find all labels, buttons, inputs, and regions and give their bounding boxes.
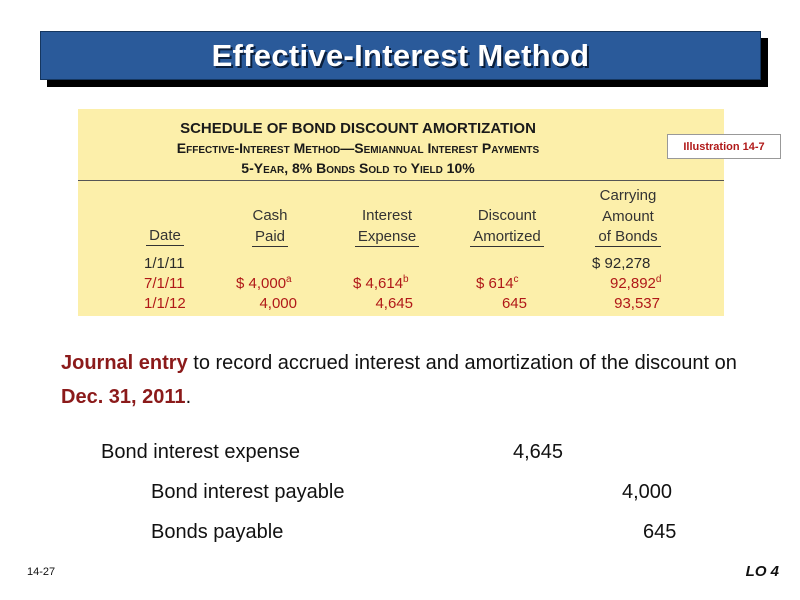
row2-date: 7/1/11 [144,275,185,292]
learning-objective: LO 4 [745,563,779,580]
row3-cash: 4,000 [259,295,297,312]
row3-discount: 645 [501,295,527,312]
journal-account-3: Bonds payable [151,521,284,543]
row3-date: 1/1/12 [144,295,186,312]
row3-carrying: 93,537 [614,295,660,312]
row3-interest: 4,645 [375,295,413,312]
journal-entry-label: Journal entry [61,352,188,374]
row2-carrying: 92,892$^d$ [610,274,662,292]
row2-discount: $ 614$^c$ [476,274,519,292]
schedule-title-line3: 5-Year, 8% Bonds Sold to Yield 10% [241,160,475,176]
journal-description: Journal entry to record accrued interest and amortization of the discount on Dec. 31, 2011. [61,352,737,408]
header-interest-expense: Interest Expense [348,206,426,247]
amortization-schedule [78,109,724,316]
row1-carrying: $ 92,278 [592,255,651,272]
row2-cash: $ 4,000$^a$ [236,274,292,292]
journal-account-1: Bond interest expense [101,441,301,463]
journal-debit-1: 4,645 [513,441,564,463]
slide-title: Effective-Interest Method [211,37,590,73]
header-discount-amortized: Discount Amortized [464,206,550,247]
schedule-divider [78,180,724,181]
schedule-title-line2: Effective-Interest Method—Semiannual Interest Payments [176,140,540,156]
row2-interest: $ 4,614$^b$ [353,274,409,292]
entry-date: Dec. 31, 2011 [61,386,186,408]
journal-account-2: Bond interest payable [151,481,345,503]
illustration-label: Illustration 14-7 [667,134,781,159]
schedule-title-line1: SCHEDULE OF BOND DISCOUNT AMORTIZATION [180,120,536,137]
journal-credit-2: 4,000 [622,481,673,503]
row1-date: 1/1/11 [144,255,185,272]
header-cash-paid: Cash Paid [252,207,288,245]
journal-credit-3: 645 [643,521,677,543]
slide-number: 14-27 [27,566,56,578]
header-date: Date [140,226,190,247]
title-banner [40,31,761,80]
header-carrying-amount: Carrying Amount of Bonds [586,186,670,248]
